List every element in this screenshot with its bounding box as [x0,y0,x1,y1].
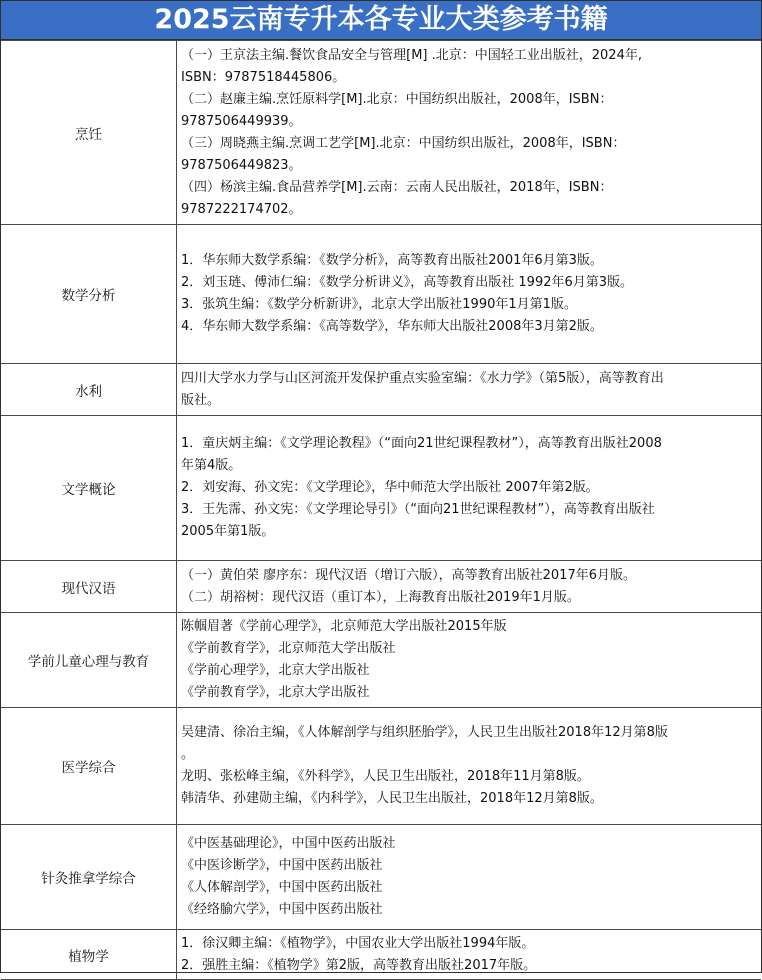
book-list-cell [177,225,762,364]
category-cell: 文学概论 [1,416,177,561]
book-entry-line: 9787506449939。 [181,113,302,129]
book-entry-line: 2．刘安海、孙文宪：《文学理论》，华中师范大学出版社 2007年第2版。 [181,480,599,495]
book-list-cell [177,708,762,825]
book-entry-line: （二）赵廉主编.烹饪原料学[M].北京：中国纺织出版社，2008年，ISBN： [181,91,613,107]
book-entry-line: 2．刘玉琏、傅沛仁编：《数学分析讲义》，高等教育出版社 1992年6月第3版。 [181,275,634,290]
page-title: 2025云南专升本各专业大类参考书籍 [1,1,761,40]
book-entry-line: （三）周晓燕主编.烹调工艺学[M].北京：中国纺织出版社，2008年，ISBN： [181,135,626,151]
category-cell: 学前儿童心理与教育 [1,613,177,708]
book-list-cell [177,613,762,708]
book-entry-line: 《经络腧穴学》，中国中医药出版社 [181,902,383,917]
table-row [1,364,761,416]
book-entry-line: 1．徐汉卿主编：《植物学》，中国农业大学出版社1994年版。 [181,935,535,951]
book-entry-line: （一）王京法主编.餐饮食品安全与管理[M] .北京：中国轻工业出版社，2024年, [181,47,642,63]
category-cell: 烹饪 [1,41,177,225]
category-cell: 水利 [1,364,177,416]
category-cell: 现代汉语 [1,561,177,613]
category-cell: 针灸推拿学综合 [1,825,177,930]
book-entry-line: 《学前教育学》，北京师范大学出版社 [181,641,396,656]
table-row [1,825,761,930]
book-list-cell [177,930,762,980]
book-entry-line: 韩清华、孙建勋主编，《内科学》，人民卫生出版社，2018年12月第8版。 [181,791,603,806]
table-row [1,930,761,980]
book-list-cell [177,364,762,416]
book-entry-line: （四）杨滨主编.食品营养学[M].云南：云南人民出版社，2018年，ISBN： [181,179,613,195]
book-list-cell [177,416,762,561]
book-list-cell [177,41,762,225]
book-entry-line: 3．王先霈、孙文宪：《文学理论导引》（“面向21世纪课程教材”），高等教育出版社 [181,502,655,517]
book-entry-line: 《中医基础理论》，中国中医药出版社 [181,836,396,851]
book-entry-line: 四川大学水力学与山区河流开发保护重点实验室编：《水力学》（第5版），高等教育出 [181,370,664,386]
category-cell: 植物学 [1,930,177,980]
table-row [1,416,761,561]
category-cell: 医学综合 [1,708,177,825]
book-entry-line: 《学前心理学》，北京大学出版社 [181,663,370,678]
book-entry-line: 吴建清、徐冶主编，《人体解剖学与组织胚胎学》，人民卫生出版社2018年12月第8版 [181,725,668,740]
table-row [1,225,761,364]
category-cell: 数学分析 [1,225,177,364]
book-entry-line: 《人体解剖学》，中国中医药出版社 [181,880,383,895]
book-entry-line: 年第4版。 [181,458,242,473]
book-entry-line: 陈帼眉著《学前心理学》，北京师范大学出版社2015年版 [181,619,507,634]
table-row [1,561,761,613]
book-entry-line: 9787222174702。 [181,201,302,217]
booklist-table [1,40,761,980]
table-row [1,41,761,225]
book-entry-line: 4．华东师大数学系编：《高等数学》，华东师大出版社2008年3月第2版。 [181,319,603,334]
book-entry-line: 版社。 [181,392,221,408]
book-entry-line: 龙明、张松峰主编，《外科学》，人民卫生出版社，2018年11月第8版。 [181,769,590,784]
book-entry-line: 1．华东师大数学系编：《数学分析》，高等教育出版社2001年6月第3版。 [181,253,603,268]
book-list-cell [177,825,762,930]
book-entry-line: 3．张筑生编：《数学分析新讲》，北京大学出版社1990年1月第1版。 [181,297,577,312]
book-entry-line: 2005年第1版。 [181,524,275,539]
book-entry-line: （一）黄伯荣 廖序东：现代汉语（增订六版），高等教育出版社2017年6月版。 [181,567,636,583]
book-list-cell [177,561,762,613]
table-row [1,708,761,825]
book-entry-line: 《中医诊断学》，中国中医药出版社 [181,858,383,873]
book-entry-line: 《学前教育学》，北京大学出版社 [181,685,370,700]
book-entry-line: 9787506449823。 [181,157,302,173]
book-entry-line: 2．强胜主编：《植物学》第2版，高等教育出版社2017年版。 [181,957,537,973]
book-entry-line: 1．童庆炳主编：《文学理论教程》（“面向21世纪课程教材”），高等教育出版社2008 [181,436,662,451]
book-entry-line: （二）胡裕树：现代汉语（重订本），上海教育出版社2019年1月版。 [181,589,580,605]
book-entry-line: 。 [181,747,195,762]
table-row [1,613,761,708]
book-entry-line: ISBN：9787518445806。 [181,69,346,85]
